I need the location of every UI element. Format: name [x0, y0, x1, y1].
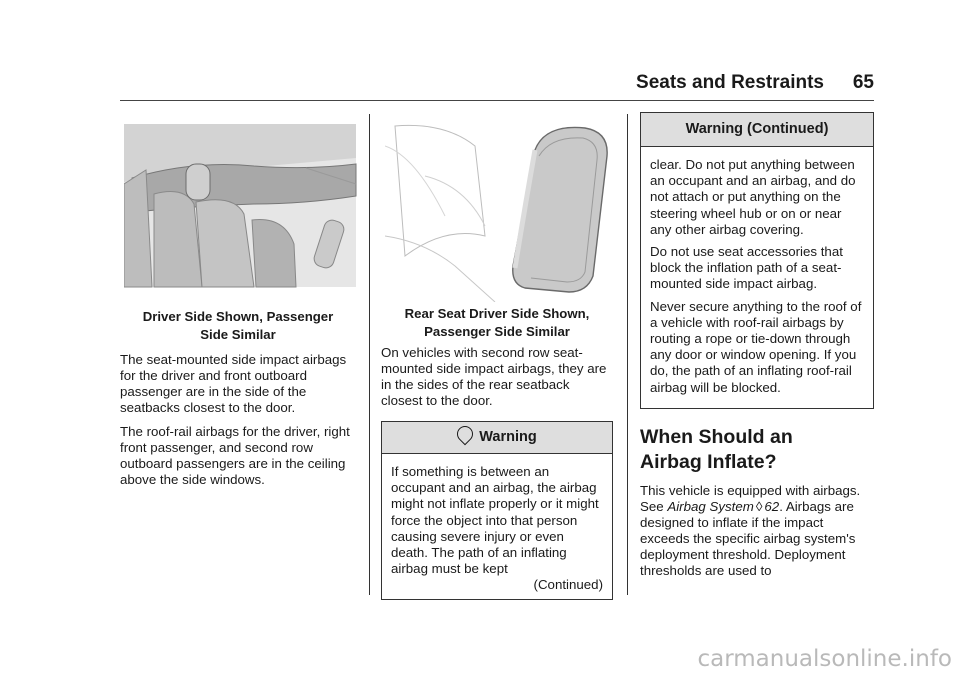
- driver-side-airbag-illustration: [124, 124, 360, 304]
- watermark: carmanualsonline.info: [697, 646, 952, 672]
- column-divider-1: [369, 114, 370, 595]
- warning-symbol-icon: [454, 423, 477, 446]
- warning-text: If something is between an occupant and an airbag, the airbag might not inflate properly or it might force the object into that person causing severe injury or even death. The path of an inflating airbag must be kept: [391, 464, 599, 577]
- page-number: 65: [852, 72, 874, 93]
- warning-box: [381, 421, 613, 600]
- figure-caption-1: [120, 308, 356, 344]
- header-title: Seats and Restraints: [636, 72, 824, 93]
- column-1: [120, 112, 356, 496]
- page-ref-number[interactable]: 62: [764, 498, 780, 514]
- page-ref-icon: ◊: [755, 498, 763, 514]
- continued-label: (Continued): [533, 577, 603, 593]
- warning-body: [382, 454, 612, 599]
- section-text-before: This vehicle is equipped with airbags. See: [640, 482, 861, 514]
- caption-line-2: Side Similar: [200, 327, 276, 342]
- column-2: [381, 112, 613, 600]
- figure-caption-2: [381, 305, 613, 341]
- section-heading: When Should an Airbag Inflate?: [640, 425, 793, 473]
- warning-continued-body: [641, 147, 873, 408]
- caption-line-1: Rear Seat Driver Side Shown,: [404, 306, 590, 321]
- section-paragraph: [640, 483, 874, 579]
- warning-continued-box: [640, 112, 874, 409]
- column-divider-2: [627, 114, 628, 595]
- warning-paragraph: Never secure anything to the roof of a vehicle with roof-rail airbags by routing a rope or tie-down through any door or window opening. If you do, the path of an inflating roof-rail airbag will be blocked.: [650, 298, 862, 395]
- paragraph: The seat-mounted side impact airbags for the driver and front outboard passenger are in the side of the seatbacks closest to the door.: [120, 352, 347, 415]
- paragraph: On vehicles with second row seat-mounted side impact airbags, they are in the sides of the rear seatback closest to the door.: [381, 345, 607, 408]
- section-text-after: . Airbags are designed to inflate if the impact exceeds the specific airbag system's deployment threshold. Deployment thresholds are used to: [640, 498, 856, 578]
- warning-paragraph: Do not use seat accessories that block the inflation path of a seat-mounted side impact airbag.: [650, 244, 843, 292]
- warning-header: [382, 422, 612, 454]
- caption-line-2: Passenger Side Similar: [424, 324, 570, 339]
- column-3: [640, 112, 874, 587]
- page-header: [120, 66, 874, 101]
- warning-title: Warning: [479, 429, 537, 445]
- warning-continued-header: Warning (Continued): [641, 113, 873, 147]
- caption-line-1: Driver Side Shown, Passenger: [142, 309, 334, 324]
- warning-paragraph: clear. Do not put anything between an occupant and an airbag, and do not attach or put anything on the steering wheel hub or on or near any other airbag covering.: [650, 157, 856, 237]
- airbag-system-link[interactable]: Airbag System: [667, 498, 754, 514]
- paragraph: The roof-rail airbags for the driver, right front passenger, and second row outboard passengers are in the ceiling above the side windows.: [120, 424, 350, 487]
- rear-seat-airbag-illustration: [385, 116, 617, 302]
